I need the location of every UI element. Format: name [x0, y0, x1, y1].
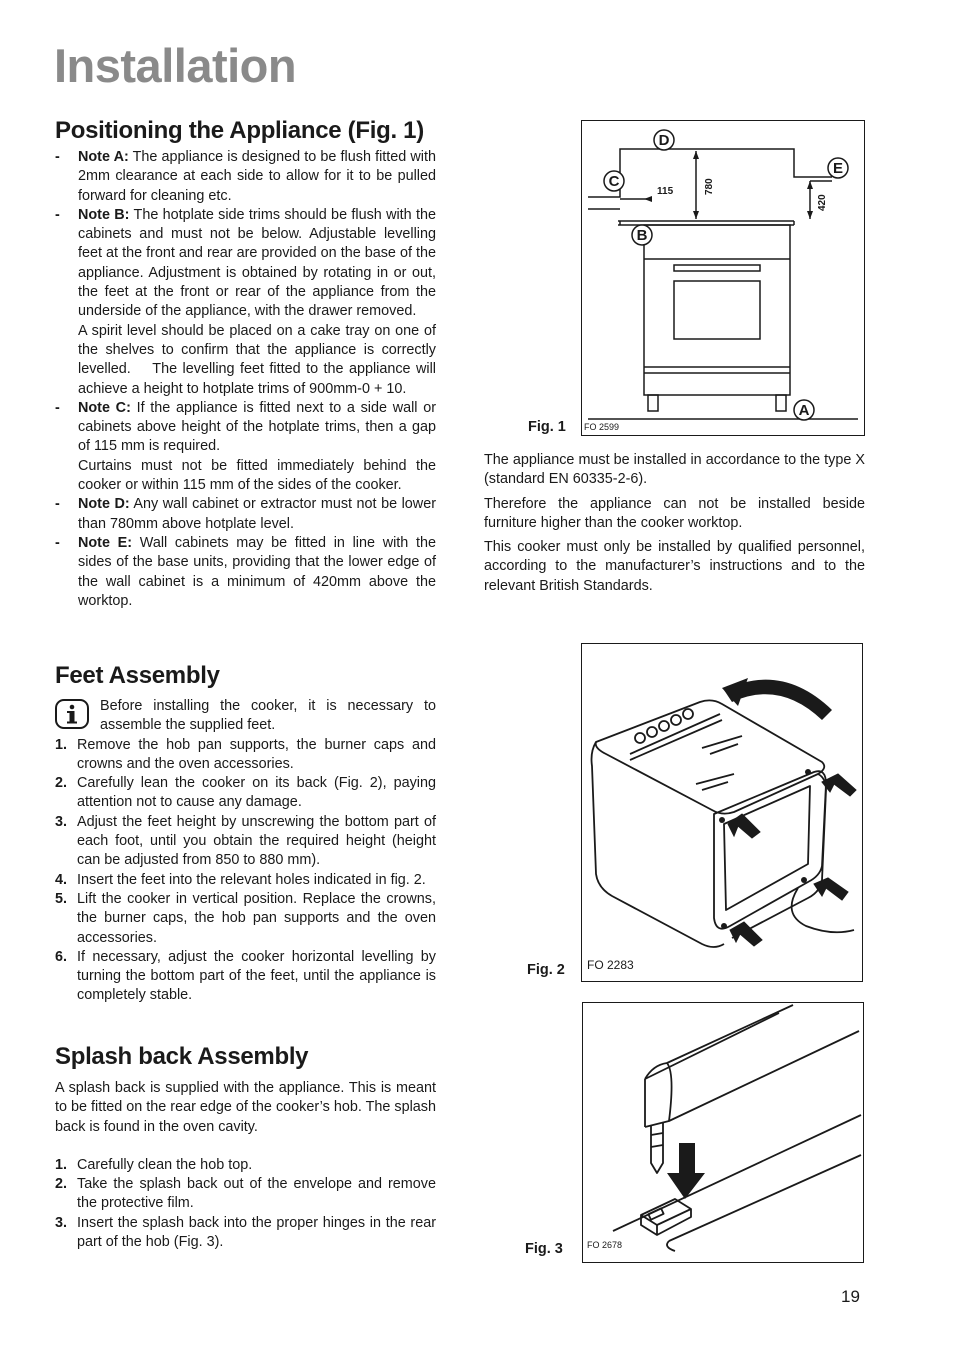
fig1-code: FO 2599 [584, 422, 620, 432]
splash-heading: Splash back Assembly [55, 1043, 309, 1070]
info-icon [55, 699, 89, 729]
positioning-heading: Positioning the Appliance (Fig. 1) [55, 117, 424, 144]
standards-paragraph-2: Therefore the appliance can not be installed beside furniture higher than the cooker worktop. [484, 495, 865, 531]
note-e: - Note E: Wall cabinets may be fitted in line with the sides of the base units, providing that the lower edge of the wall cabinet is a minimum of 420mm above the worktop. [55, 534, 436, 609]
note-a: - Note A: The appliance is designed to be flush fitted with 2mm clearance at each side to allow for it to be pulled forward for cleaning etc. [55, 149, 436, 204]
feet-step-1: 1. Remove the hob pan supports, the burner caps and crowns and the oven accessories. [55, 736, 436, 772]
figure-3 [582, 1002, 864, 1263]
fig3-diagram [583, 1003, 863, 1262]
fig1-dim-115: 115 [657, 186, 674, 197]
note-b-extra: A spirit level should be placed on a cake tray on one of the shelves to confirm that the appliance is correctly levelled. The levelling feet fitted to the appliance will achieve a height to hotplate trims of 900mm-0 + 10. [78, 322, 440, 397]
feet-step-4: 4. Insert the feet into the relevant holes indicated in fig. 2. [55, 871, 426, 888]
fig3-code: FO 2678 [587, 1240, 623, 1250]
note-c: - Note C: If the appliance is fitted next to a side wall or cabinets above height of the hotplate trims, then a gap of 115 mm is required. [55, 399, 436, 455]
splash-intro: A splash back is supplied with the appliance. This is meant to be fitted on the rear edge of the cooker’s hob. The splash back is found in the oven cavity. [55, 1080, 436, 1135]
fig1-letter-d: D [658, 132, 670, 149]
fig2-diagram [582, 644, 862, 981]
feet-heading: Feet Assembly [55, 662, 220, 689]
fig1-dim-780: 780 [704, 178, 715, 195]
splash-content [55, 1079, 436, 1252]
fig1-letter-c: C [608, 173, 620, 190]
fig1-diagram [582, 121, 864, 435]
feet-intro: Before installing the cooker, it is necessary to assemble the supplied feet. [55, 697, 436, 736]
fig3-label: Fig. 3 [525, 1241, 563, 1257]
figure-2 [581, 643, 863, 982]
fig1-label: Fig. 1 [528, 419, 566, 435]
positioning-notes [55, 148, 440, 611]
splash-step-3: 3. Insert the splash back into the proper hinges in the rear part of the hob (Fig. 3). [55, 1214, 436, 1251]
page-number: 19 [841, 1287, 860, 1306]
installation-standards-text [484, 451, 865, 601]
fig2-label: Fig. 2 [527, 962, 565, 978]
page-title: Installation [54, 39, 297, 92]
note-c-extra: Curtains must not be fitted immediately behind the cooker or within 115 mm of the sides of the cooker. [78, 457, 436, 494]
note-d: - Note D: Any wall cabinet or extractor must not be lower than 780mm above hotplate level. [55, 496, 436, 532]
splash-step-1: 1. Carefully clean the hob top. [55, 1156, 253, 1173]
feet-step-6: 6. If necessary, adjust the cooker horizontal levelling by turning the bottom part of the feet, until the appliance is completely stable. [55, 948, 436, 1004]
standards-paragraph-3: This cooker must only be installed by qualified personnel, according to the manufacturer’s instructions and to the relevant British Standards. [484, 539, 865, 594]
feet-step-5: 5. Lift the cooker in vertical position. Replace the crowns, the burner caps, the hob pan supports and the oven accessories. [55, 890, 436, 946]
note-b: - Note B: The hotplate side trims should be flush with the cabinets and must not be below. Adjustable levelling feet at the front and rear are provided on the base of the appliance. Adjustment is obtained by rotating in or out, the feet at the front or rear of the appliance from the underside of the appliance, with the drawer removed. [55, 206, 436, 320]
fig1-letter-a: A [798, 402, 810, 419]
feet-step-2: 2. Carefully lean the cooker on its back (Fig. 2), paying attention not to cause any damage. [55, 775, 436, 811]
feet-content [55, 697, 436, 1006]
standards-paragraph-1: The appliance must be installed in accordance to the type X (standard EN 60335-2-6). [484, 452, 865, 488]
feet-step-3: 3. Adjust the feet height by unscrewing the bottom part of each foot, until you obtain the required height (height can be adjusted from 850 to 880 mm). [55, 813, 436, 869]
fig2-code: FO 2283 [587, 958, 634, 972]
figure-1 [581, 120, 865, 436]
fig1-letter-e: E [832, 160, 844, 177]
fig1-dim-420: 420 [817, 194, 828, 211]
splash-step-2: 2. Take the splash back out of the envelope and remove the protective film. [55, 1176, 436, 1212]
fig1-letter-b: B [636, 227, 648, 244]
